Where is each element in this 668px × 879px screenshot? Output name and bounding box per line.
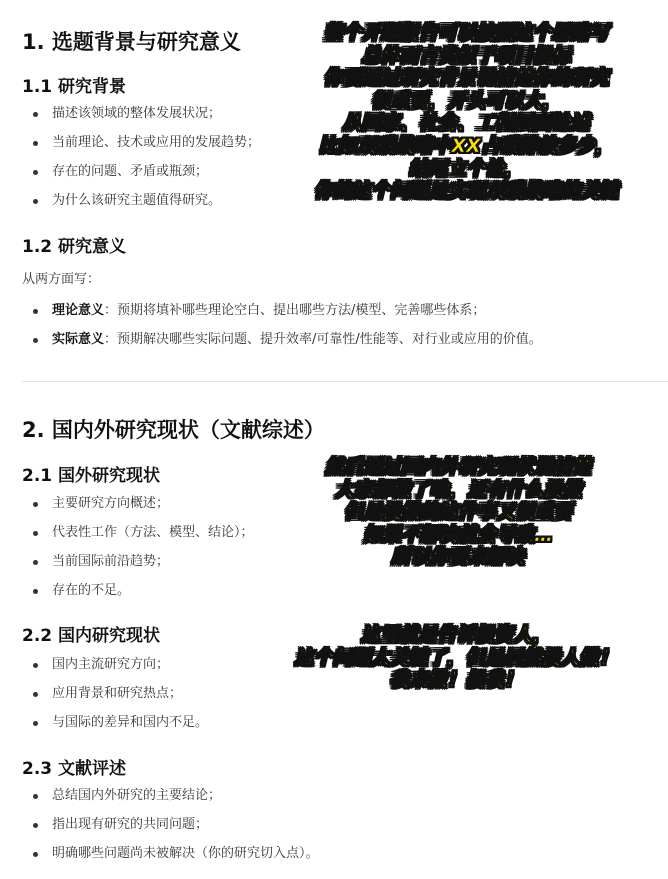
list-item: 明确哪些问题尚未被解决（你的研究切入点）。 xyxy=(30,839,319,868)
annotation-line: 结尾立个论， xyxy=(408,157,523,180)
section-1-2-intro: 从两方面写： xyxy=(22,272,101,287)
annotation-line: 大家都做了啥，还有什么没做 xyxy=(334,478,582,501)
item-text: ：预期解决哪些实际问题、提升效率/可靠性/性能等、对行业或应用的价值。 xyxy=(104,332,542,347)
section-2-2-list xyxy=(30,650,208,737)
annotation-line: 总体而言类似于项目投标 xyxy=(361,44,571,67)
list-item: 为什么该研究主题值得研究。 xyxy=(30,186,260,215)
list-item: 应用背景和研究热点； xyxy=(30,679,208,708)
list-item: 代表性工作（方法、模型、结论）； xyxy=(30,518,254,547)
list-item: 描述该领域的整体发展状况； xyxy=(30,99,260,128)
item-text: ：预期将填补哪些理论空白、提出哪些方法/模型、完善哪些体系； xyxy=(104,303,486,318)
list-item: 总结国内外研究的主要结论； xyxy=(30,781,319,810)
annotation-note-2 xyxy=(258,456,658,569)
annotation-line: 很重要，开头可以大， xyxy=(370,89,561,112)
list-item: 主要研究方向概述； xyxy=(30,489,254,518)
list-item: 当前国际前沿趋势； xyxy=(30,547,254,576)
section-2-2-title: 2.2 国内研究现状 xyxy=(22,626,161,646)
item-label: 理论意义 xyxy=(52,303,105,318)
annotation-line: 所以你要来解决 xyxy=(391,546,525,569)
list-item: 存在的不足。 xyxy=(30,576,254,605)
section-1-1-title: 1.1 研究背景 xyxy=(22,77,127,97)
annotation-note-1 xyxy=(266,22,666,203)
annotation-line: 整个开题报告可以按照这个思路写 xyxy=(323,22,609,44)
item-label: 实际意义 xyxy=(52,332,105,347)
annotation-line: 这里就是告诉投资人， xyxy=(360,624,551,646)
annotation-line: 从国家、社会、工程层面论述 xyxy=(342,112,590,135)
annotation-line: 你要通过研究背景说清楚你的研究 xyxy=(323,67,609,90)
section-2-1-list xyxy=(30,489,254,605)
section-divider xyxy=(22,381,668,382)
annotation-line: 但是没做的这件事又很重要 xyxy=(343,501,572,524)
annotation-note-3 xyxy=(246,624,666,692)
section-1-2-list xyxy=(30,296,542,354)
section-1-1-list xyxy=(30,99,260,215)
list-item xyxy=(30,296,542,325)
annotation-line: 你的这个问题是实现双碳战略的关键 xyxy=(313,180,618,203)
annotation-line: 如果不解决就会导致… xyxy=(362,523,553,546)
section-2-3-list xyxy=(30,781,319,868)
annotation-line: 我来做！投我！ xyxy=(389,669,523,692)
annotation-line: 比如双碳战略中XX占碳排放多少， xyxy=(318,134,614,157)
section-2-1-title: 2.1 国外研究现状 xyxy=(22,466,161,486)
list-item: 国内主流研究方向； xyxy=(30,650,208,679)
annotation-line: 然后通过国内外研究现状说清楚 xyxy=(324,456,591,478)
list-item: 指出现有研究的共同问题； xyxy=(30,810,319,839)
annotation-line: 这个问题太关键了，但是居然没人做！ xyxy=(294,646,618,669)
list-item: 存在的问题、矛盾或瓶颈； xyxy=(30,157,260,186)
list-item: 与国际的差异和国内不足。 xyxy=(30,708,208,737)
section-2-3-title: 2.3 文献评述 xyxy=(22,759,127,779)
section-1-title: 1. 选题背景与研究意义 xyxy=(22,30,241,54)
section-2-title: 2. 国内外研究现状（文献综述） xyxy=(22,418,325,442)
section-1-2-title: 1.2 研究意义 xyxy=(22,237,127,257)
list-item xyxy=(30,325,542,354)
list-item: 当前理论、技术或应用的发展趋势； xyxy=(30,128,260,157)
